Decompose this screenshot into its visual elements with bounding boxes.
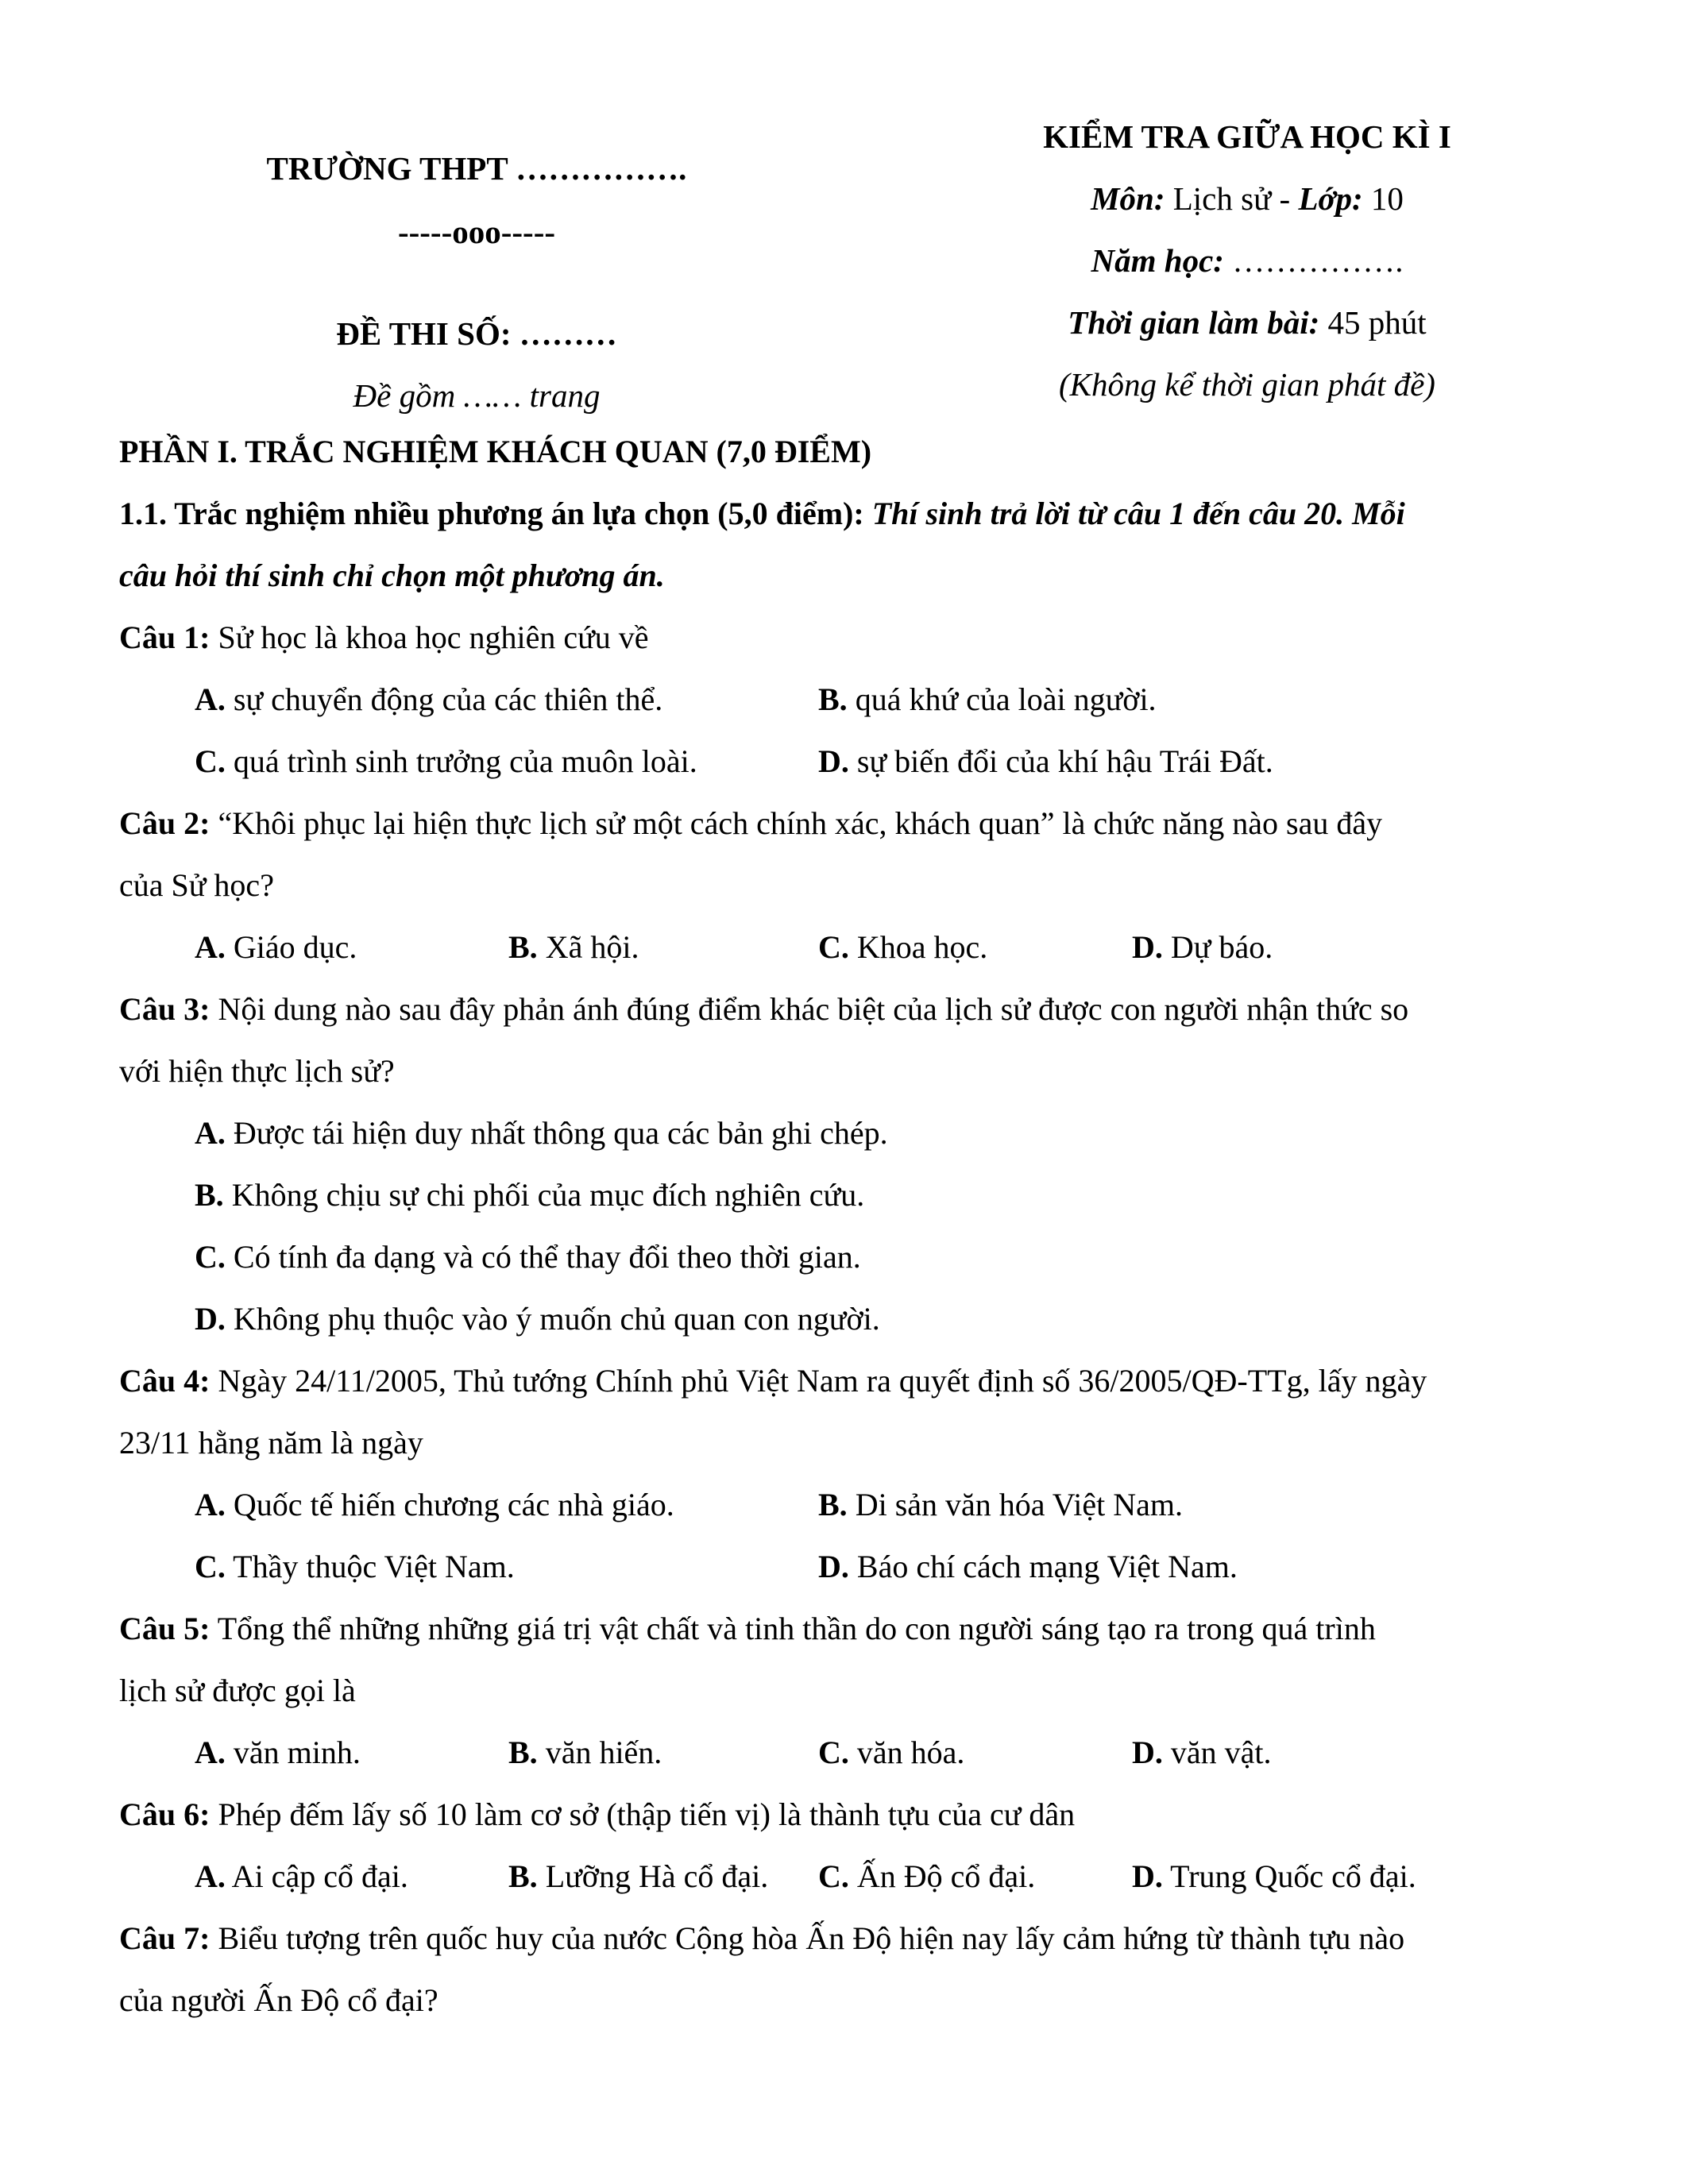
question-text: Sử học là khoa học nghiên cứu về <box>218 619 649 655</box>
option-a <box>195 916 357 978</box>
option-text: quá khứ của loài người. <box>847 681 1157 717</box>
option-d <box>1132 1722 1272 1784</box>
option-letter: D. <box>818 743 849 779</box>
option-letter: B. <box>195 1177 224 1213</box>
option-text: Có tính đa dạng và có thể thay đổi theo thời gian. <box>225 1239 861 1275</box>
exam-title: KIỂM TRA GIỮA HỌC KÌ I <box>1043 118 1451 155</box>
option-a <box>195 1115 888 1151</box>
option-text: Xã hội. <box>537 929 639 965</box>
question-text: Phép đếm lấy số 10 làm cơ sở (thập tiến vị) là thành tựu của cư dân <box>218 1796 1076 1832</box>
time-value: 45 phút <box>1319 304 1427 341</box>
option-text: Khoa học. <box>848 929 988 965</box>
question-label: Câu 2: <box>119 805 211 841</box>
option-letter: B. <box>508 1858 538 1894</box>
question-text: Nội dung nào sau đây phản ánh đúng điểm khác biệt của lịch sử được con người nhận thức so <box>218 991 1409 1027</box>
options-row <box>119 1722 1573 1784</box>
option-text: văn hóa. <box>848 1734 965 1770</box>
option-d <box>195 1301 880 1337</box>
exam-code: ĐỀ THI SỐ: ……… <box>336 315 617 352</box>
header-left <box>159 148 794 437</box>
grade-value: 10 <box>1362 180 1404 217</box>
option-text: Ấn Độ cổ đại. <box>848 1858 1036 1894</box>
question-1-text-line <box>119 607 1573 669</box>
option-b <box>508 1846 768 1908</box>
option-a <box>195 1474 674 1536</box>
header-separator: -----ooo----- <box>397 214 556 250</box>
option-text: Không phụ thuộc vào ý muốn chủ quan con người. <box>225 1301 880 1337</box>
option-text: sự chuyển động của các thiên thể. <box>225 681 663 717</box>
option-text: sự biến đổi của khí hậu Trái Đất. <box>848 743 1273 779</box>
option-text: Lưỡng Hà cổ đại. <box>537 1858 769 1894</box>
option-text: quá trình sinh trưởng của muôn loài. <box>225 743 697 779</box>
question-text: “Khôi phục lại hiện thực lịch sử một cách chính xác, khách quan” là chức năng nào sau đây <box>218 805 1383 841</box>
option-c <box>818 1722 964 1784</box>
option-letter: A. <box>195 929 226 965</box>
option-c <box>818 916 987 978</box>
time-label: Thời gian làm bài: <box>1068 304 1320 341</box>
option-d <box>1132 916 1273 978</box>
option-b <box>818 669 1157 731</box>
exam-body <box>119 421 1573 2032</box>
options-row <box>119 1536 1573 1598</box>
option-text: Được tái hiện duy nhất thông qua các bản ghi chép. <box>225 1115 888 1151</box>
question-text: 23/11 hằng năm là ngày <box>119 1425 423 1461</box>
option-letter: A. <box>195 1858 226 1894</box>
question-label: Câu 6: <box>119 1796 211 1832</box>
option-text: Dự báo. <box>1162 929 1273 965</box>
option-letter: D. <box>1132 1858 1163 1894</box>
option-d <box>818 731 1273 793</box>
question-text: Tổng thể những những giá trị vật chất và tinh thần do con người sáng tạo ra trong quá trình <box>217 1611 1376 1646</box>
options-row <box>119 731 1573 793</box>
question-text: với hiện thực lịch sử? <box>119 1053 395 1089</box>
school-name: TRƯỜNG THPT ……………. <box>266 150 687 187</box>
page-count: Đề gồm …… trang <box>353 377 601 414</box>
year-line <box>890 240 1605 302</box>
section-title: 1.1. Trắc nghiệm nhiều phương án lựa chọn (5,0 điểm): <box>119 496 872 531</box>
question-7-text-line <box>119 1970 1573 2032</box>
option-text: Ai cập cổ đại. <box>225 1858 408 1894</box>
option-text: Giáo dục. <box>225 929 357 965</box>
option-letter: C. <box>818 1858 849 1894</box>
question-7-text-line <box>119 1908 1573 1970</box>
option-letter: D. <box>1132 929 1163 965</box>
section-instruction-cont: câu hỏi thí sinh chỉ chọn một phương án. <box>119 558 665 593</box>
option-letter: D. <box>195 1301 226 1337</box>
option-letter: D. <box>1132 1734 1163 1770</box>
option-c <box>195 1536 515 1598</box>
option-letter: B. <box>508 929 538 965</box>
option-letter: B. <box>508 1734 538 1770</box>
option-a <box>195 669 662 731</box>
options-row <box>119 1288 1573 1350</box>
option-text: Di sản văn hóa Việt Nam. <box>847 1487 1184 1522</box>
section-instruction: Thí sinh trả lời từ câu 1 đến câu 20. Mỗi <box>871 496 1405 531</box>
question-3-text-line <box>119 978 1573 1040</box>
option-letter: B. <box>818 1487 848 1522</box>
options-row <box>119 669 1573 731</box>
question-label: Câu 3: <box>119 991 211 1027</box>
options-row <box>119 1102 1573 1164</box>
option-letter: C. <box>195 1549 226 1584</box>
option-text: Không chịu sự chi phối của mục đích nghiên cứu. <box>223 1177 865 1213</box>
question-4-text-line <box>119 1412 1573 1474</box>
option-c <box>818 1846 1035 1908</box>
subject-value: Lịch sử - <box>1165 180 1299 217</box>
year-label: Năm học: <box>1091 242 1224 279</box>
question-label: Câu 4: <box>119 1363 211 1399</box>
year-value: ……………. <box>1223 242 1404 279</box>
option-letter: D. <box>818 1549 849 1584</box>
options-row <box>119 1164 1573 1226</box>
option-d <box>818 1536 1238 1598</box>
option-text: Quốc tế hiến chương các nhà giáo. <box>225 1487 674 1522</box>
question-text: Ngày 24/11/2005, Thủ tướng Chính phủ Việt Nam ra quyết định số 36/2005/QĐ-TTg, lấy ngày <box>218 1363 1427 1399</box>
option-text: Thầy thuộc Việt Nam. <box>225 1549 515 1584</box>
option-a <box>195 1846 408 1908</box>
question-5-text-line <box>119 1598 1573 1660</box>
question-label: Câu 5: <box>119 1611 211 1646</box>
question-text: của Sử học? <box>119 867 274 903</box>
subject-label: Môn: <box>1091 180 1165 217</box>
option-text: Trung Quốc cổ đại. <box>1162 1858 1416 1894</box>
option-text: văn vật. <box>1162 1734 1272 1770</box>
time-line <box>890 302 1605 364</box>
option-letter: C. <box>818 929 849 965</box>
option-b <box>818 1474 1183 1536</box>
option-b <box>508 916 639 978</box>
option-letter: C. <box>195 743 226 779</box>
question-list <box>119 607 1573 2032</box>
option-text: Báo chí cách mạng Việt Nam. <box>848 1549 1238 1584</box>
question-6-text-line <box>119 1784 1573 1846</box>
header-right <box>890 116 1605 426</box>
option-text: văn minh. <box>225 1734 361 1770</box>
question-2-text-line <box>119 855 1573 916</box>
option-text: văn hiến. <box>537 1734 662 1770</box>
option-letter: A. <box>195 681 226 717</box>
option-a <box>195 1722 361 1784</box>
option-letter: B. <box>818 681 848 717</box>
option-letter: C. <box>195 1239 226 1275</box>
option-letter: A. <box>195 1115 226 1151</box>
question-2-text-line <box>119 793 1573 855</box>
question-text: lịch sử được gọi là <box>119 1673 356 1708</box>
option-letter: C. <box>818 1734 849 1770</box>
option-b <box>195 1177 864 1213</box>
section-heading <box>119 483 1573 545</box>
part-title: PHẦN I. TRẮC NGHIỆM KHÁCH QUAN (7,0 ĐIỂM) <box>119 434 872 469</box>
question-label: Câu 7: <box>119 1920 211 1956</box>
question-4-text-line <box>119 1350 1573 1412</box>
question-label: Câu 1: <box>119 619 211 655</box>
subject-line <box>890 178 1605 240</box>
option-b <box>508 1722 662 1784</box>
options-row <box>119 1474 1573 1536</box>
question-text: Biểu tượng trên quốc huy của nước Cộng hòa Ấn Độ hiện nay lấy cảm hứng từ thành tựu nào <box>218 1920 1405 1956</box>
options-row <box>119 916 1573 978</box>
question-3-text-line <box>119 1040 1573 1102</box>
option-letter: A. <box>195 1487 226 1522</box>
question-text: của người Ấn Độ cổ đại? <box>119 1982 438 2018</box>
time-note: (Không kể thời gian phát đề) <box>1059 366 1435 403</box>
options-row <box>119 1846 1573 1908</box>
option-letter: A. <box>195 1734 226 1770</box>
options-row <box>119 1226 1573 1288</box>
option-d <box>1132 1846 1416 1908</box>
grade-label: Lớp: <box>1298 180 1363 217</box>
option-c <box>195 731 697 793</box>
question-5-text-line <box>119 1660 1573 1722</box>
option-c <box>195 1239 861 1275</box>
